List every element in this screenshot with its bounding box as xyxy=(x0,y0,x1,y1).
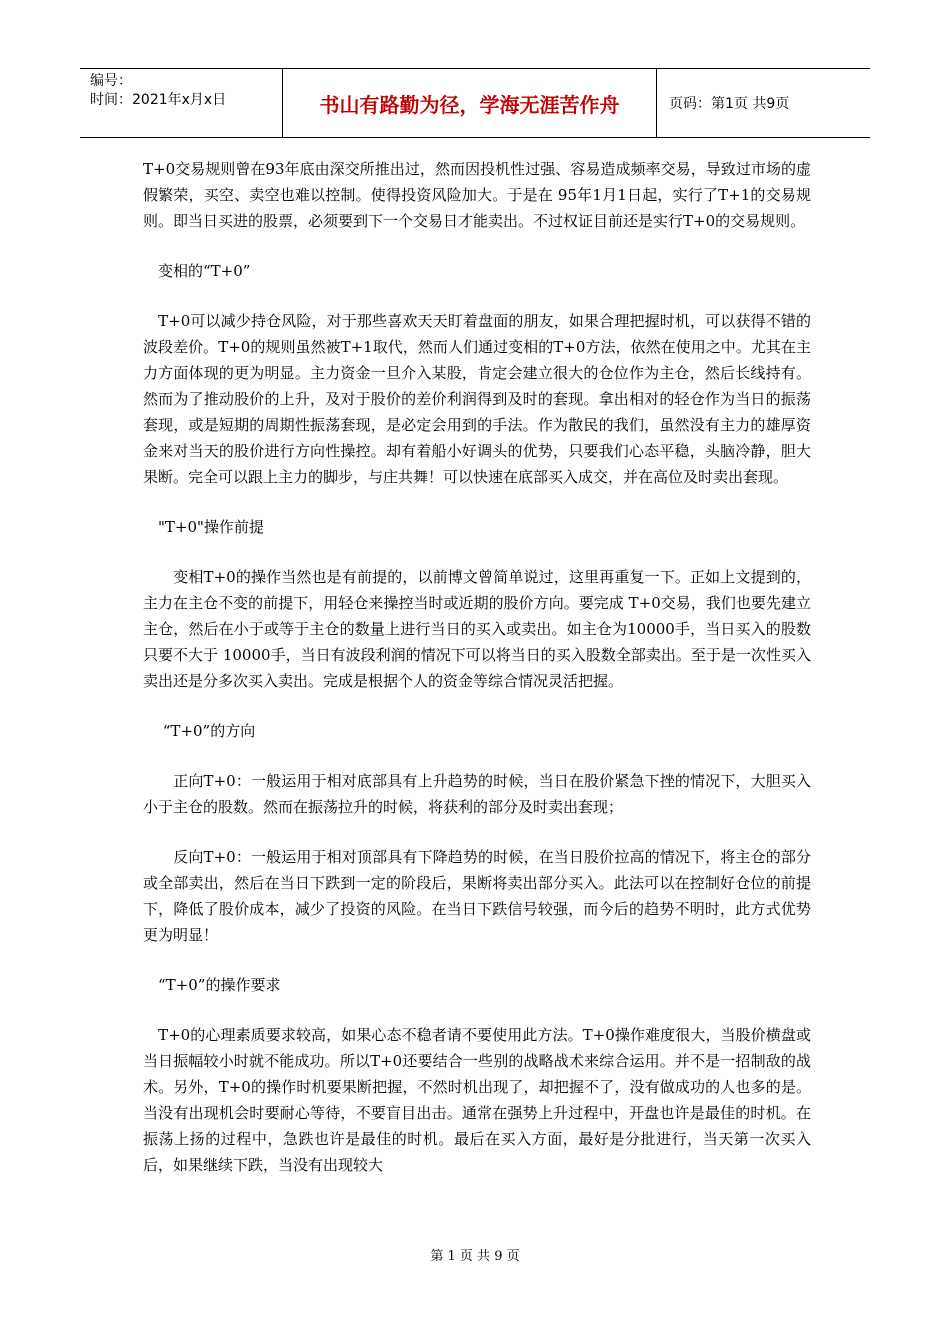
section-heading-prerequisite: "T+0"操作前提 xyxy=(143,518,264,536)
paragraph-reverse-t0: 反向T+0：一般运用于相对顶部具有下降趋势的时候，在当日股价拉高的情况下，将主仓的部分或全部卖出，然后在当日下跌到一定的阶段后，果断将卖出部分买入。此法可以在控制好仓位的前提下，降低了股价成本，减少了投资的风险。在当日下跌信号较强，而今后的趋势不明时，此方式优势更为明显！ xyxy=(143,848,811,944)
header-table xyxy=(80,68,870,138)
section-heading-variant-t0: 变相的“T+0” xyxy=(143,262,251,280)
paragraph-variant-t0: T+0可以减少持仓风险，对于那些喜欢天天盯着盘面的朋友，如果合理把握时机，可以获得不错的波段差价。T+0的规则虽然被T+1取代，然而人们通过变相的T+0方法，依然在使用之中。尤其在主力方面体现的更为明显。主力资金一旦介入某股，肯定会建立很大的仓位作为主仓，然后长线持有。然而为了推动股价的上升，及对于股价的差价利润得到及时的套现。拿出相对的轻仓作为当日的振荡套现，或是短期的周期性振荡套现，是必定会用到的手法。作为散民的我们，虽然没有主力的雄厚资金来对当天的股价进行方向性操控。却有着船小好调头的优势，只要我们心态平稳，头脑冷静，胆大果断。完全可以跟上主力的脚步，与庄共舞！可以快速在底部买入成交，并在高位及时卖出套现。 xyxy=(143,312,811,486)
document-date-label: 时间：2021年x月x日 xyxy=(90,92,227,108)
header-meta-cell xyxy=(80,69,283,137)
paragraph-requirements: T+0的心理素质要求较高，如果心态不稳者请不要使用此方法。T+0操作难度很大，当股价横盘或当日振幅较小时就不能成功。所以T+0还要结合一些别的战略战术来综合运用。并不是一招制敌的战术。另外，T+0的操作时机要果断把握，不然时机出现了，却把握不了，没有做成功的人也多的是。当没有出现机会时要耐心等待，不要盲目出击。通常在强势上升过程中，开盘也许是最佳的时机。在振荡上扬的过程中，急跌也许是最佳的时机。最后在买入方面，最好是分批进行，当天第一次买入后，如果继续下跌，当没有出现较大 xyxy=(143,1026,811,1174)
document-number-label: 编号： xyxy=(90,73,132,89)
paragraph-intro: T+0交易规则曾在93年底由深交所推出过，然而因投机性过强、容易造成频率交易，导致过市场的虚假繁荣，买空、卖空也难以控制。使得投资风险加大。于是在 95年1月1日起，实行了T+1的交易规则。即当日买进的股票，必须要到下一个交易日才能卖出。不过权证目前还是实行T+0的交易规则。 xyxy=(143,160,811,230)
section-heading-requirements: “T+0”的操作要求 xyxy=(143,976,281,994)
paragraph-prerequisite: 变相T+0的操作当然也是有前提的，以前博文曾简单说过，这里再重复一下。正如上文提到的，主力在主仓不变的前提下，用轻仓来操控当时或近期的股价方向。要完成 T+0交易，我们也要先建立主仓，然后在小于或等于主仓的数量上进行当日的买入或卖出。如主仓为10000手，当日买入的股数只要不大于 10000手，当日有波段利润的情况下可以将当日的买入股数全部卖出。至于是一次性买入卖出还是分多次买入卖出。完成是根据个人的资金等综合情况灵活把握。 xyxy=(143,568,811,690)
page-footer: 第 1 页 共 9 页 xyxy=(430,1249,520,1264)
header-motto: 书山有路勤为径，学海无涯苦作舟 xyxy=(283,69,657,137)
section-heading-direction: “T+0”的方向 xyxy=(143,722,256,740)
paragraph-forward-t0: 正向T+0：一般运用于相对底部具有上升趋势的时候，当日在股价紧急下挫的情况下，大胆买入小于主仓的股数。然而在振荡拉升的时候，将获利的部分及时卖出套现； xyxy=(143,772,811,816)
document-body xyxy=(143,156,811,1202)
header-page-info: 页码：第1页 共9页 xyxy=(669,96,790,112)
